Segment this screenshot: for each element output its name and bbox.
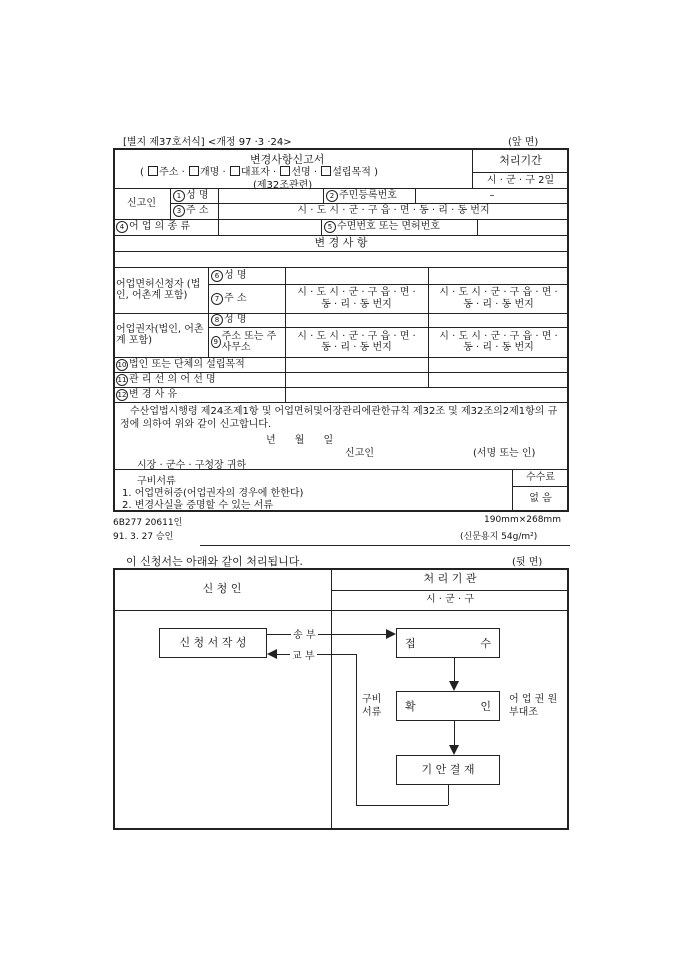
statement-sign: (서명 또는 인) bbox=[473, 448, 536, 459]
footer-size: 190mm×268mm bbox=[484, 515, 561, 525]
send-label: 송 부 bbox=[291, 626, 318, 641]
footer-approval: 91. 3. 27 승인 bbox=[113, 532, 174, 542]
docs-item-2: 2. 변경사실을 증명할 수 있는 서류 bbox=[122, 500, 274, 511]
applicant-address-b[interactable]: 시 · 도 시 · 군 · 구 읍 · 면 · 동 · 리 · 동 번지 bbox=[439, 287, 558, 310]
holder-group-label: 어업권자(법인, 어촌계 포함) bbox=[116, 323, 204, 346]
arrow-down-icon bbox=[449, 745, 459, 755]
statement-text: 수산업법시행령 제24조제1항 및 어업면허및어장관리에관한규칙 제32조 및 제32조의2제1항의 규정에 의하여 위와 같이 신고합니다. bbox=[120, 406, 558, 430]
purpose-label: 10 법인 또는 단체의 설립목적 bbox=[117, 358, 245, 370]
processing-label: 처리기간 bbox=[499, 153, 542, 167]
return-label: 교 부 bbox=[290, 647, 317, 662]
purpose-value[interactable] bbox=[285, 357, 569, 372]
applicant-group-label: 어업면허신청자 (법인, 어촌계 포함) bbox=[116, 278, 201, 301]
fee-value: 없 음 bbox=[529, 493, 552, 505]
form-title: 변경사항신고서 bbox=[250, 153, 325, 166]
applicant-column-header: 신 청 인 bbox=[202, 581, 242, 595]
reason-value[interactable] bbox=[285, 387, 569, 402]
reporter-address-value[interactable]: 시 · 도 시 · 군 · 구 읍 · 면 · 동 · 리 · 동 번지 bbox=[297, 205, 490, 217]
applicant-name-label: 6 성 명 bbox=[208, 267, 285, 284]
back-label: (뒷 면) bbox=[512, 557, 543, 568]
option-checkbox[interactable] bbox=[280, 166, 290, 176]
step-write-application: 신 청 서 작 성 bbox=[159, 628, 267, 658]
back-note: 이 신청서는 아래와 같이 처리됩니다. bbox=[126, 555, 303, 568]
applicant-address-a[interactable]: 시 · 도 시 · 군 · 구 읍 · 면 · 동 · 리 · 동 번지 bbox=[297, 287, 416, 310]
reason-label: 12 변 경 사 유 bbox=[117, 388, 178, 400]
front-label: (앞 면) bbox=[508, 137, 539, 148]
statement-reporter: 신고인 bbox=[345, 448, 374, 459]
reporter-rrn-value[interactable]: – bbox=[489, 189, 495, 201]
holder-address-a[interactable]: 시 · 도 시 · 군 · 구 읍 · 면 · 동 · 리 · 동 번지 bbox=[297, 330, 416, 353]
fishery-type-value[interactable] bbox=[218, 219, 321, 235]
applicant-name-value-a[interactable] bbox=[285, 267, 428, 284]
changes-blank-row[interactable] bbox=[113, 251, 569, 267]
reporter-group-label: 신고인 bbox=[127, 197, 156, 209]
license-number-value[interactable] bbox=[477, 219, 569, 235]
title-options: ( 주소 · 개명 · 대표자 · 선명 · 설립목적 ) bbox=[140, 167, 378, 178]
docs-item-1: 1. 어업면허증(어업권자의 경우에 한한다) bbox=[122, 488, 304, 499]
fishery-type-label: 4 어 업 의 종 류 bbox=[113, 219, 218, 235]
form-subtitle: (제32조관련) bbox=[253, 180, 313, 191]
statement-addressee: 시장 · 군수 · 구청장 귀하 bbox=[137, 460, 247, 471]
holder-address-b[interactable]: 시 · 도 시 · 군 · 구 읍 · 면 · 동 · 리 · 동 번지 bbox=[439, 330, 558, 353]
holder-name-value-b[interactable] bbox=[428, 313, 569, 327]
changes-header: 변 경 사 항 bbox=[314, 235, 368, 249]
form-number: [별지 제37호서식] <개정 97 ·3 ·24> bbox=[123, 137, 292, 148]
reporter-name-value[interactable] bbox=[218, 188, 323, 203]
processor-column-header: 처 리 기 관 bbox=[423, 571, 477, 585]
holder-name-value-a[interactable] bbox=[285, 313, 428, 327]
fee-label: 수수료 bbox=[526, 471, 555, 483]
vessel-label: 11 관 리 선 의 어 선 명 bbox=[117, 373, 216, 385]
step-confirm: 확 인 bbox=[396, 691, 500, 721]
footer-paper: (신문용지 54g/m²) bbox=[460, 532, 538, 542]
option-checkbox[interactable] bbox=[148, 166, 158, 176]
holder-name-label: 8 성 명 bbox=[208, 313, 285, 327]
reporter-rrn-label: 2 주민등록번호 bbox=[323, 188, 415, 203]
docs-note: 구비서류 bbox=[362, 694, 382, 718]
step-receive: 접 수 bbox=[396, 628, 500, 658]
vessel-value[interactable] bbox=[285, 372, 569, 387]
option-checkbox[interactable] bbox=[321, 166, 331, 176]
arrow-right-icon bbox=[386, 629, 396, 639]
statement-date: 년 월 일 bbox=[266, 435, 334, 446]
footer-code: 6B277 20611인 bbox=[113, 518, 183, 528]
applicant-name-value-b[interactable] bbox=[428, 267, 569, 284]
applicant-address-label: 7 주 소 bbox=[208, 284, 285, 313]
step-approve: 기 안 결 재 bbox=[396, 755, 500, 785]
arrow-left-icon bbox=[267, 649, 277, 659]
holder-address-label: 9 주소 또는 주사무소 bbox=[208, 327, 285, 357]
processor-sub-header: 시 · 군 · 구 bbox=[425, 594, 475, 606]
reporter-name-label: 1 성 명 bbox=[170, 188, 218, 203]
reporter-address-label: 3 주 소 bbox=[170, 203, 218, 219]
ledger-note: 어 업 권 원부대조 bbox=[509, 694, 558, 718]
option-checkbox[interactable] bbox=[230, 166, 240, 176]
docs-title: 구비서류 bbox=[137, 476, 176, 487]
license-number-label: 5 수면번호 또는 면허번호 bbox=[321, 219, 477, 235]
option-checkbox[interactable] bbox=[189, 166, 199, 176]
arrow-down-icon bbox=[449, 681, 459, 691]
processing-value: 시 · 군 · 구 2일 bbox=[486, 174, 555, 186]
